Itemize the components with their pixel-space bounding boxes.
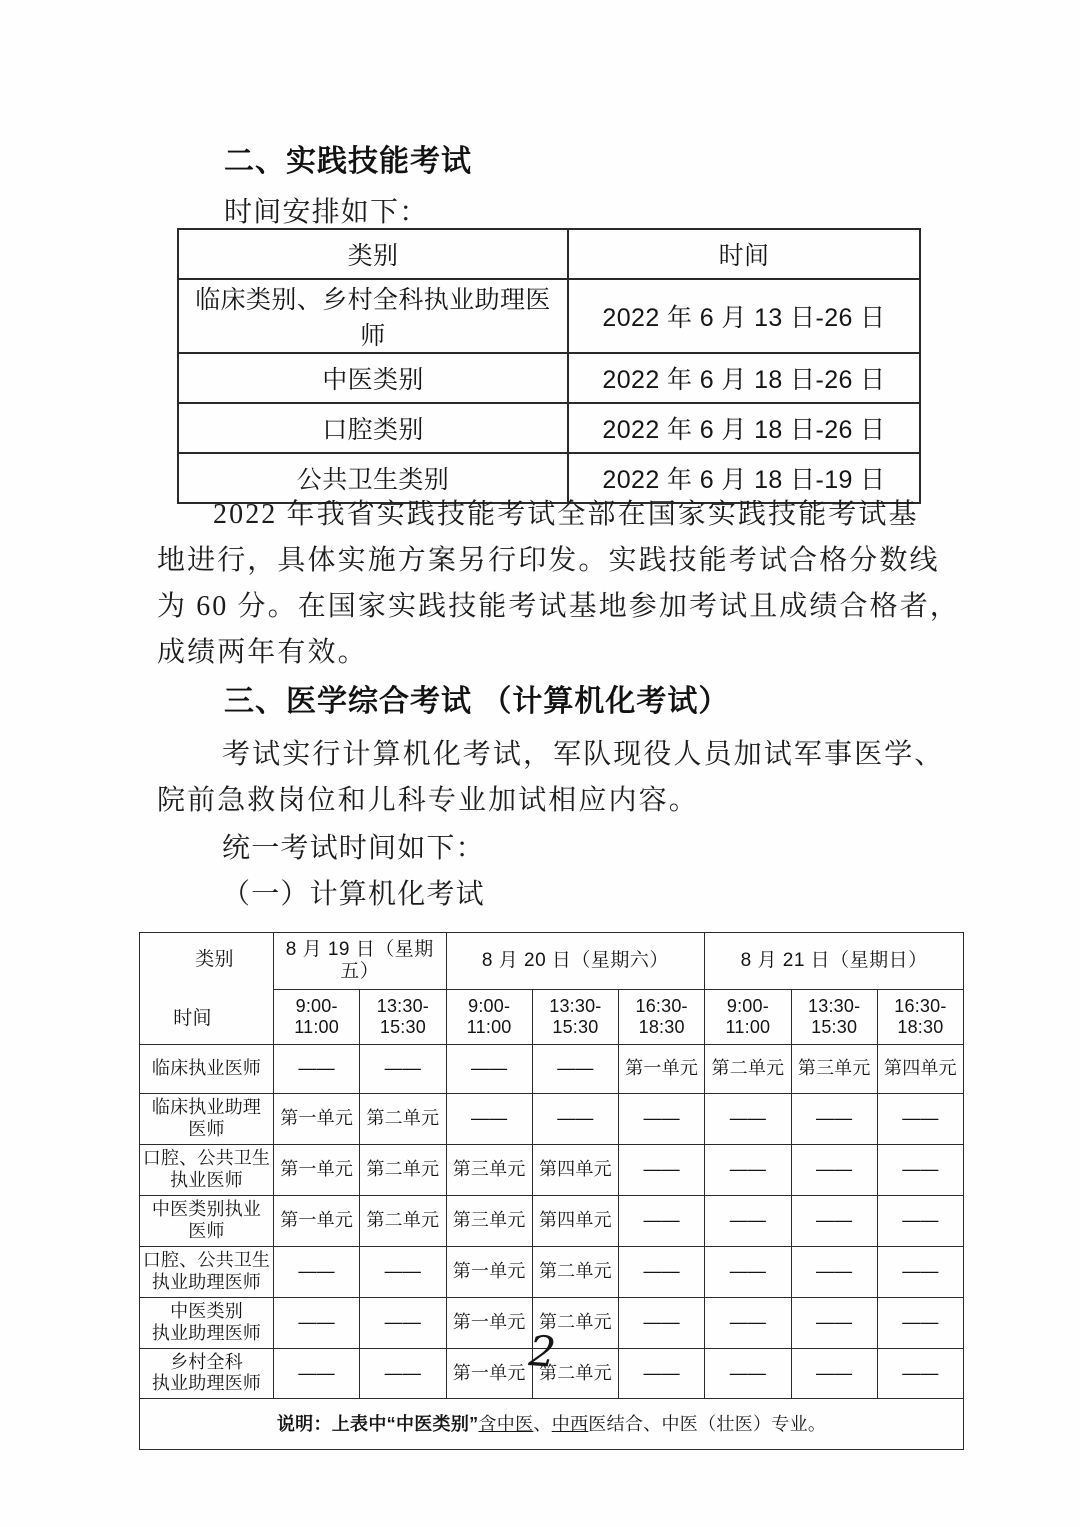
schedule-cell: ——: [446, 1045, 532, 1094]
slot-header: 9:00- 11:00: [446, 990, 532, 1045]
schedule-cell: ——: [705, 1348, 791, 1399]
schedule-cell: ——: [360, 1297, 446, 1348]
schedule-cell: 第一单元: [619, 1045, 705, 1094]
section-heading-three: 三、医学综合考试 （计算机化考试）: [224, 685, 730, 718]
schedule-cell: 第二单元: [360, 1195, 446, 1246]
schedule-cell: ——: [532, 1094, 618, 1145]
table-row: [140, 1297, 964, 1348]
schedule-cell: ——: [619, 1246, 705, 1297]
day-header-aug19: 8 月 19 日（星期五）: [274, 933, 447, 990]
cell-category: 公共卫生类别: [178, 453, 568, 503]
schedule-day-header-row: [140, 933, 964, 990]
note-rest-1: 、: [533, 1413, 552, 1434]
table-row: [140, 1094, 964, 1145]
table-row: [178, 353, 920, 403]
schedule-cell: 第二单元: [532, 1246, 618, 1297]
corner-label-category: 类别: [195, 949, 234, 970]
row-category: 口腔、公共卫生 执业助理医师: [140, 1246, 274, 1297]
table-row: [178, 279, 920, 353]
table-row: [140, 1045, 964, 1094]
schedule-cell: 第三单元: [446, 1195, 532, 1246]
schedule-cell: ——: [360, 1348, 446, 1399]
schedule-cell: ——: [877, 1094, 963, 1145]
row-category: 中医类别 执业助理医师: [140, 1297, 274, 1348]
schedule-cell: 第一单元: [274, 1195, 360, 1246]
schedule-cell: ——: [274, 1348, 360, 1399]
schedule-cell: 第二单元: [532, 1348, 618, 1399]
schedule-cell: ——: [705, 1094, 791, 1145]
schedule-cell: ——: [360, 1045, 446, 1094]
table-row: [140, 1144, 964, 1195]
day-header-aug21: 8 月 21 日（星期日）: [705, 933, 964, 990]
section-heading-two: 二、实践技能考试: [224, 145, 472, 178]
note-underlined-1: 含中医: [478, 1413, 534, 1434]
computerized-exam-schedule-table: [139, 932, 964, 1450]
corner-label-time: 时间: [173, 1007, 212, 1029]
schedule-cell: ——: [877, 1297, 963, 1348]
schedule-cell: ——: [360, 1246, 446, 1297]
table-row: [140, 1246, 964, 1297]
section-two-intro: 时间安排如下：: [224, 197, 429, 228]
schedule-cell: ——: [619, 1195, 705, 1246]
schedule-note: [140, 1399, 964, 1450]
table-header-row: [178, 229, 920, 279]
schedule-cell: ——: [619, 1297, 705, 1348]
schedule-cell: ——: [619, 1094, 705, 1145]
schedule-cell: 第一单元: [446, 1348, 532, 1399]
schedule-cell: ——: [877, 1195, 963, 1246]
column-header-category: 类别: [178, 229, 568, 279]
schedule-cell: ——: [705, 1144, 791, 1195]
note-bold-prefix: 说明：上表中: [276, 1413, 387, 1434]
row-category: 中医类别执业 医师: [140, 1195, 274, 1246]
schedule-cell: ——: [877, 1348, 963, 1399]
schedule-cell: ——: [705, 1195, 791, 1246]
schedule-cell: 第三单元: [446, 1144, 532, 1195]
schedule-cell: ——: [619, 1348, 705, 1399]
schedule-cell: 第二单元: [705, 1045, 791, 1094]
practical-exam-table: [177, 228, 921, 504]
schedule-cell: 第二单元: [532, 1297, 618, 1348]
section-two-paragraph-line-1: 2022 年我省实践技能考试全部在国家实践技能考试基: [213, 499, 919, 530]
slot-header: 16:30- 18:30: [877, 990, 963, 1045]
schedule-cell: 第四单元: [877, 1045, 963, 1094]
slot-header: 13:30- 15:30: [532, 990, 618, 1045]
section-two-paragraph-line-3: 为 60 分。在国家实践技能考试基地参加考试且成绩合格者，: [157, 591, 960, 622]
schedule-cell: ——: [274, 1246, 360, 1297]
schedule-cell: 第四单元: [532, 1195, 618, 1246]
slot-header: 9:00- 11:00: [705, 990, 791, 1045]
schedule-cell: ——: [791, 1195, 877, 1246]
note-underlined-2: 中西: [551, 1413, 589, 1434]
cell-category: 临床类别、乡村全科执业助理医师: [178, 279, 568, 353]
slot-header: 13:30- 15:30: [791, 990, 877, 1045]
schedule-cell: ——: [446, 1094, 532, 1145]
schedule-cell: ——: [791, 1144, 877, 1195]
section-three-paragraph-line-2: 院前急救岗位和儿科专业加试相应内容。: [157, 785, 699, 816]
schedule-cell: ——: [877, 1144, 963, 1195]
section-three-paragraph-line-1: 考试实行计算机化考试，军队现役人员加试军事医学、: [222, 739, 945, 770]
schedule-cell: 第一单元: [446, 1297, 532, 1348]
note-rest-2: 医结合、中医（壮医）专业。: [588, 1413, 827, 1434]
schedule-cell: ——: [274, 1045, 360, 1094]
schedule-cell: ——: [532, 1045, 618, 1094]
table-row: [140, 1348, 964, 1399]
cell-time: 2022 年 6 月 13 日-26 日: [568, 279, 920, 353]
slot-header: 13:30- 15:30: [360, 990, 446, 1045]
schedule-cell: ——: [619, 1144, 705, 1195]
table-row: [178, 403, 920, 453]
cell-time: 2022 年 6 月 18 日-26 日: [568, 353, 920, 403]
section-two-paragraph-line-2: 地进行，具体实施方案另行印发。实践技能考试合格分数线: [157, 545, 940, 576]
slot-header: 9:00- 11:00: [274, 990, 360, 1045]
table-row: [140, 1195, 964, 1246]
schedule-cell: 第二单元: [360, 1094, 446, 1145]
schedule-cell: 第一单元: [446, 1246, 532, 1297]
schedule-cell: 第二单元: [360, 1144, 446, 1195]
schedule-cell: ——: [791, 1297, 877, 1348]
cell-category: 中医类别: [178, 353, 568, 403]
schedule-cell: 第三单元: [791, 1045, 877, 1094]
schedule-cell: ——: [705, 1297, 791, 1348]
schedule-cell: ——: [791, 1094, 877, 1145]
schedule-cell: ——: [791, 1348, 877, 1399]
schedule-cell: ——: [274, 1297, 360, 1348]
page-number: 2: [527, 1326, 558, 1377]
cell-time: 2022 年 6 月 18 日-26 日: [568, 403, 920, 453]
corner-split-header: [140, 933, 274, 1045]
column-header-time: 时间: [568, 229, 920, 279]
row-category: 口腔、公共卫生 执业医师: [140, 1144, 274, 1195]
section-three-subintro: 统一考试时间如下：: [222, 833, 485, 864]
schedule-cell: 第一单元: [274, 1094, 360, 1145]
row-category: 临床执业医师: [140, 1045, 274, 1094]
section-two-paragraph-line-4: 成绩两年有效。: [157, 637, 368, 668]
row-category: 乡村全科 执业助理医师: [140, 1348, 274, 1399]
day-header-aug20: 8 月 20 日（星期六）: [446, 933, 705, 990]
slot-header: 16:30- 18:30: [619, 990, 705, 1045]
cell-time: 2022 年 6 月 18 日-19 日: [568, 453, 920, 503]
row-category: 临床执业助理 医师: [140, 1094, 274, 1145]
cell-category: 口腔类别: [178, 403, 568, 453]
schedule-cell: ——: [791, 1246, 877, 1297]
section-three-subsection-title: （一）计算机化考试: [222, 879, 485, 910]
schedule-note-row: [140, 1399, 964, 1450]
schedule-cell: ——: [877, 1246, 963, 1297]
schedule-cell: 第四单元: [532, 1144, 618, 1195]
schedule-cell: 第一单元: [274, 1144, 360, 1195]
note-quoted: “中医类别”: [386, 1413, 479, 1434]
schedule-cell: ——: [705, 1246, 791, 1297]
